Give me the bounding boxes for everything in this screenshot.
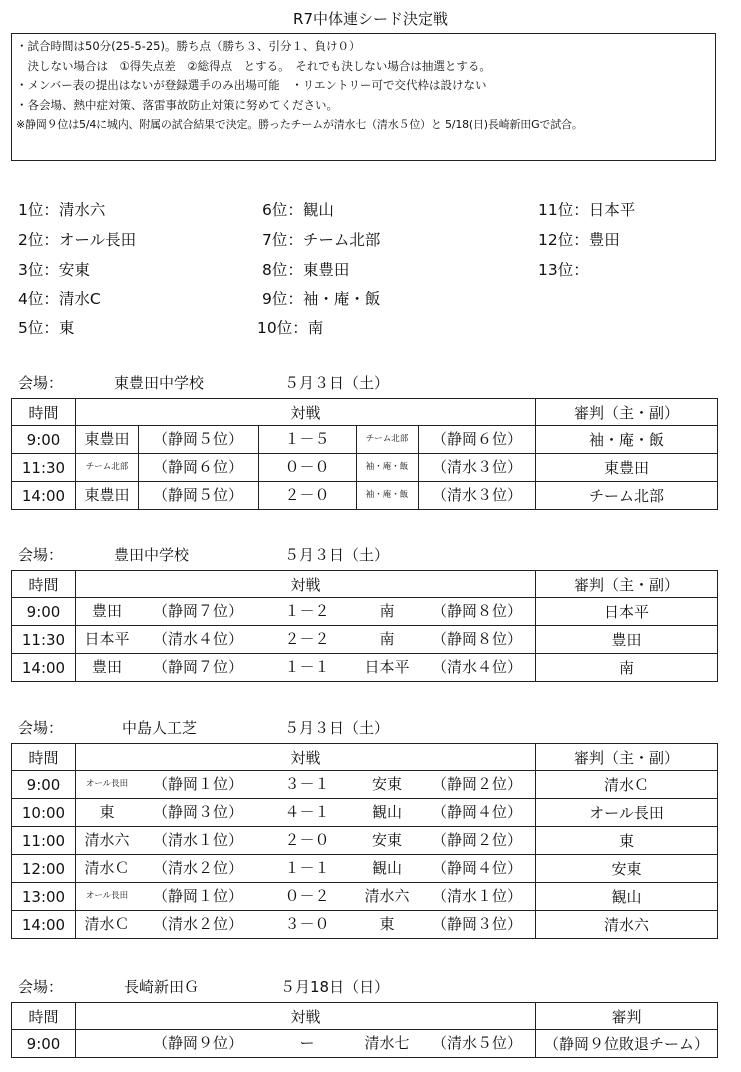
match-row [12,911,718,939]
match-referee: チーム北部 [536,482,718,510]
venue-date: ５月３日（土） [284,374,390,392]
home-team: 東 [99,803,115,821]
rank-team: 東豊田 [302,261,350,279]
match-header: 対戦 [76,744,536,771]
match-row [12,626,718,654]
ranking-item [18,258,90,280]
away-rank: （清水５位） [431,1034,522,1052]
match-row [12,654,718,682]
match-score: ３－０ [284,915,330,933]
ranking-item [18,287,101,309]
match-cell [76,598,536,626]
home-team: 清水Ｃ [84,859,130,877]
home-rank: （静岡１位） [152,775,243,793]
cell-divider [258,482,259,509]
match-cell [76,1030,536,1058]
venue-name: 長崎新田Ｇ [124,978,200,996]
match-cell [76,771,536,799]
note-line: ・試合時間は50分(25-5-25)。勝ち点（勝ち３、引分１、負け０） [16,39,361,53]
match-header: 対戦 [76,571,536,598]
away-rank: （清水３位） [431,486,522,504]
cell-divider [138,454,139,481]
ranking-item [538,258,589,280]
match-score: ３－１ [284,775,330,793]
match-score: ２－０ [284,486,330,504]
ranking-item [18,316,74,338]
match-table [11,1002,718,1058]
cell-divider [356,426,357,453]
table-header-row [12,744,718,771]
home-rank: （清水２位） [152,859,243,877]
rank-team: 東 [58,319,75,337]
rank-label: 13位： [538,261,589,279]
match-cell [76,827,536,855]
rank-label: 4位： [18,290,59,308]
home-team: オール長田 [85,779,129,789]
rank-label: 6位： [262,201,303,219]
table-header-row [12,399,718,426]
table-header-row [12,1003,718,1030]
rank-label: 2位： [18,231,59,249]
referee-header: 審判 [536,1003,718,1030]
away-rank: （静岡２位） [431,775,522,793]
away-rank: （清水３位） [431,458,522,476]
rank-team: チーム北部 [302,231,381,249]
away-team: 袖・庵・飯 [365,462,409,472]
away-team: 安東 [371,831,402,849]
rank-label: 9位： [262,290,303,308]
match-time: 14:00 [12,482,76,510]
note-line: ・各会場、熱中症対策、落雷事故防止対策に努めてください。 [16,97,338,112]
match-header: 対戦 [76,1003,536,1030]
rules-notes [11,33,716,161]
away-rank: （静岡８位） [431,630,522,648]
away-rank: （静岡３位） [431,915,522,933]
match-score: １－５ [284,430,330,448]
match-referee: 豊田 [536,626,718,654]
rank-team: 安東 [58,261,90,279]
venue-date: ５月３日（土） [284,546,390,564]
match-row [12,426,718,454]
match-table [11,570,718,682]
match-row [12,598,718,626]
home-rank: （静岡９位） [152,1034,243,1052]
match-time: 9:00 [12,771,76,799]
ranking-item [262,228,380,250]
match-referee: （静岡９位敗退チーム） [536,1030,718,1058]
match-referee: 観山 [536,883,718,911]
match-time: 9:00 [12,598,76,626]
match-cell [76,626,536,654]
venue-date: ５月３日（土） [284,719,390,737]
page-title: R7中体連シード決定戦 [293,10,448,28]
home-rank: （静岡５位） [152,486,243,504]
match-time: 14:00 [12,911,76,939]
home-team: 清水六 [84,831,130,849]
rank-label: 11位： [538,201,589,219]
ranking-item [262,258,349,280]
cell-divider [258,426,259,453]
rank-team: 日本平 [588,201,636,219]
home-rank: （静岡１位） [152,887,243,905]
match-score: １－１ [284,658,330,676]
match-cell [76,454,536,482]
home-team: 東豊田 [84,430,130,448]
away-team: 観山 [371,859,402,877]
cell-divider [138,426,139,453]
cell-divider [138,482,139,509]
match-cell [76,911,536,939]
match-referee: 東 [536,827,718,855]
away-team: 東 [379,915,395,933]
match-time: 11:00 [12,827,76,855]
cell-divider [356,454,357,481]
venue-label: 会場： [18,374,64,392]
home-team: 清水Ｃ [84,915,130,933]
match-score: ４－１ [284,803,330,821]
match-score: ０－０ [284,458,330,476]
cell-divider [258,454,259,481]
match-time: 11:30 [12,454,76,482]
away-team: チーム北部 [365,434,409,444]
rank-team: 観山 [302,201,334,219]
match-score: ー [299,1034,315,1052]
rank-label: 5位： [18,319,59,337]
match-cell [76,482,536,510]
match-referee: 安東 [536,855,718,883]
rank-label: 1位： [18,201,59,219]
match-cell [76,654,536,682]
time-header: 時間 [12,571,76,598]
ranking-item [262,198,334,220]
venue-name: 豊田中学校 [114,546,190,564]
venue-name: 中島人工芝 [122,719,198,737]
venue-date: ５月18日（日） [280,978,390,996]
away-team: 南 [379,630,395,648]
match-score: １－２ [284,602,330,620]
match-referee: オール長田 [536,799,718,827]
match-referee: 日本平 [536,598,718,626]
rank-team: 豊田 [588,231,620,249]
home-team: 東豊田 [84,486,130,504]
match-table [11,398,718,510]
referee-header: 審判（主・副） [536,571,718,598]
away-team: 観山 [371,803,402,821]
away-rank: （静岡６位） [431,430,522,448]
time-header: 時間 [12,399,76,426]
rank-team: オール長田 [58,231,137,249]
home-rank: （清水４位） [152,630,243,648]
match-header: 対戦 [76,399,536,426]
rank-label: 12位： [538,231,589,249]
home-rank: （静岡５位） [152,430,243,448]
venue-label: 会場： [18,719,64,737]
note-line: ※静岡９位は5/4に城内、附属の試合結果で決定。勝ったチームが清水七（清水５位）と 5/18(日)長崎新田Gで試合。 [16,118,583,131]
note-line: ・メンバー表の提出はないが登録選手のみ出場可能 ・リエントリー可で交代枠は設けない [16,78,487,92]
referee-header: 審判（主・副） [536,399,718,426]
cell-divider [418,426,419,453]
home-team: チーム北部 [85,462,129,472]
home-rank: （清水２位） [152,915,243,933]
match-row [12,827,718,855]
away-rank: （清水１位） [431,887,522,905]
match-row [12,799,718,827]
match-cell [76,799,536,827]
away-rank: （静岡２位） [431,831,522,849]
venue-name: 東豊田中学校 [114,374,205,392]
home-rank: （静岡７位） [152,658,243,676]
cell-divider [418,482,419,509]
home-rank: （清水１位） [152,831,243,849]
match-table [11,743,718,939]
time-header: 時間 [12,744,76,771]
home-team: オール長田 [85,891,129,901]
match-score: ２－２ [284,630,330,648]
away-team: 袖・庵・飯 [365,490,409,500]
rank-team: 袖・庵・飯 [302,290,381,308]
referee-header: 審判（主・副） [536,744,718,771]
away-team: 日本平 [364,658,410,676]
table-header-row [12,571,718,598]
home-rank: （静岡３位） [152,803,243,821]
away-rank: （静岡８位） [431,602,522,620]
away-team: 清水七 [364,1034,410,1052]
match-row [12,771,718,799]
cell-divider [356,482,357,509]
match-row [12,454,718,482]
match-score: ０－２ [284,887,330,905]
home-team: 豊田 [91,602,122,620]
match-referee: 清水六 [536,911,718,939]
rank-label: 3位： [18,261,59,279]
home-rank: （静岡６位） [152,458,243,476]
match-row [12,1030,718,1058]
match-referee: 南 [536,654,718,682]
match-row [12,482,718,510]
match-row [12,855,718,883]
match-referee: 東豊田 [536,454,718,482]
rank-label: 8位： [262,261,303,279]
rank-label: 10位： [257,319,308,337]
time-header: 時間 [12,1003,76,1030]
match-time: 14:00 [12,654,76,682]
away-team: 清水六 [364,887,410,905]
match-cell [76,855,536,883]
note-line: 決しない場合は ①得失点差 ②総得点 とする。 それでも決しない場合は抽選とする。 [16,58,491,73]
venue-label: 会場： [18,546,64,564]
rank-team: 清水六 [58,201,106,219]
match-row [12,883,718,911]
match-time: 9:00 [12,1030,76,1058]
ranking-item [538,198,635,220]
home-rank: （静岡７位） [152,602,243,620]
ranking-item [18,198,105,220]
ranking-item [257,316,323,338]
rank-team: 清水C [58,290,101,308]
match-time: 13:00 [12,883,76,911]
match-time: 12:00 [12,855,76,883]
match-score: ２－０ [284,831,330,849]
match-referee: 清水Ｃ [536,771,718,799]
away-team: 安東 [371,775,402,793]
match-time: 10:00 [12,799,76,827]
away-rank: （静岡４位） [431,803,522,821]
ranking-item [262,287,380,309]
cell-divider [418,454,419,481]
home-team: 豊田 [91,658,122,676]
away-team: 南 [379,602,395,620]
rank-label: 7位： [262,231,303,249]
match-score: １－１ [284,859,330,877]
venue-label: 会場： [18,978,64,996]
match-time: 9:00 [12,426,76,454]
home-team: 日本平 [84,630,130,648]
match-time: 11:30 [12,626,76,654]
away-rank: （清水４位） [431,658,522,676]
match-cell [76,426,536,454]
match-referee: 袖・庵・飯 [536,426,718,454]
rank-team: 南 [307,319,324,337]
match-cell [76,883,536,911]
ranking-item [538,228,620,250]
away-rank: （静岡４位） [431,859,522,877]
ranking-item [18,228,136,250]
